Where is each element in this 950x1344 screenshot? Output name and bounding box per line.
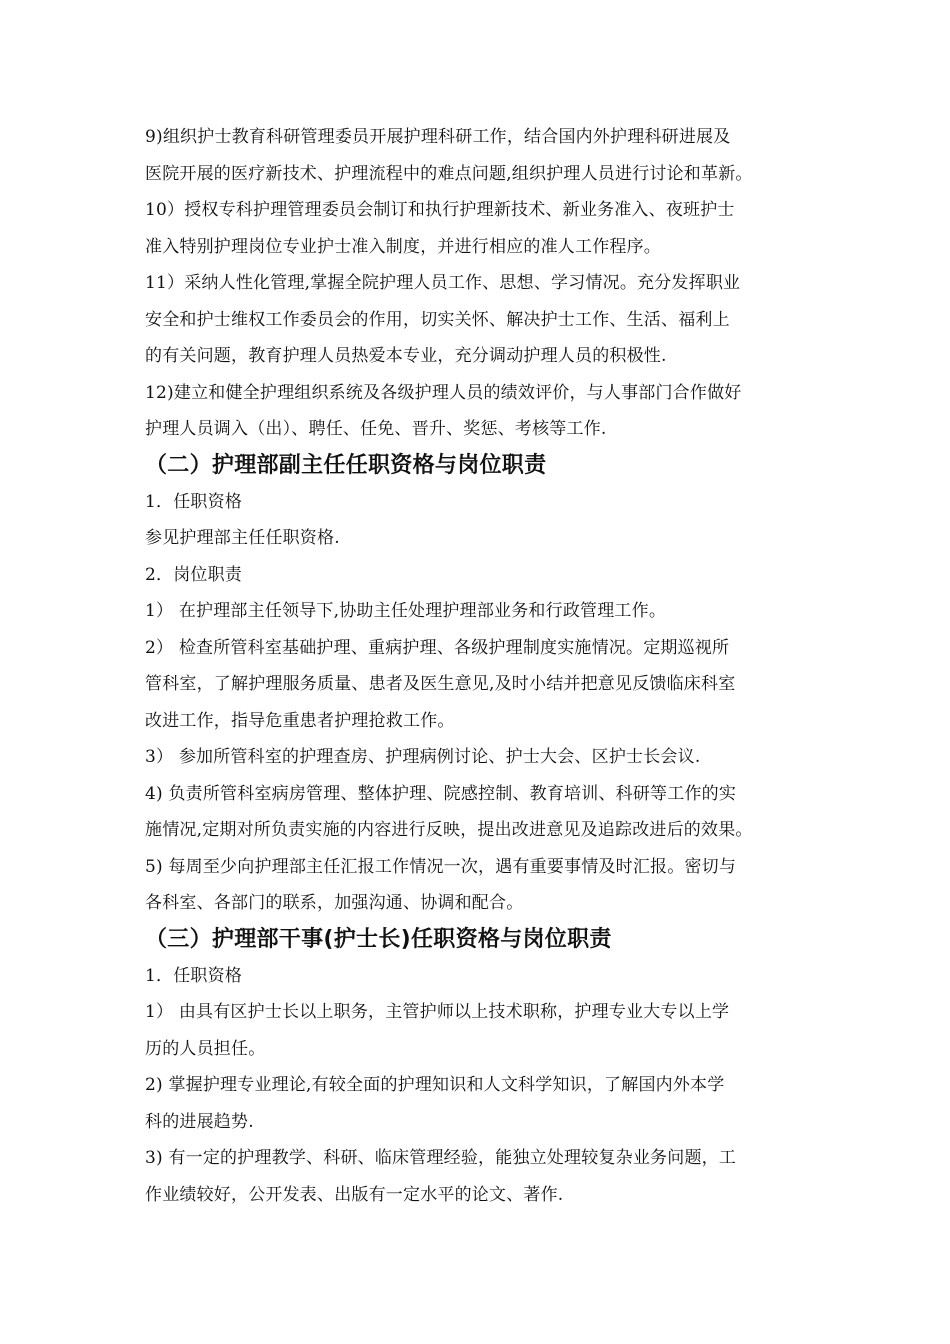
text-line: 的有关问题，教育护理人员热爱本专业，充分调动护理人员的积极性. <box>145 346 667 366</box>
text-line: 参见护理部主任任职资格. <box>145 528 340 548</box>
text-line: 1） 由具有区护士长以上职务，主管护师以上技术职称，护理专业大专以上学 <box>145 1002 730 1022</box>
text-line: 2．岗位职责 <box>145 564 243 585</box>
text-line: 准入特别护理岗位专业护士准入制度，并进行相应的准人工作程序。 <box>145 236 661 257</box>
paragraph <box>145 1140 825 1213</box>
text-line: 护理人员调入（出）、聘任、任免、晋升、奖惩、考核等工作. <box>145 419 607 439</box>
paragraph <box>145 776 825 849</box>
text-line: 1．任职资格 <box>145 965 243 986</box>
text-line: 1） 在护理部主任领导下,协助主任处理护理部业务和行政管理工作。 <box>145 601 667 621</box>
text-line: 12)建立和健全护理组织系统及各级护理人员的绩效评价，与人事部门合作做好 <box>145 382 742 403</box>
section-heading: （三）护理部干事(护士长)任职资格与岗位职责 <box>145 926 612 952</box>
paragraph <box>145 994 825 1067</box>
text-line: 科的进展趋势. <box>145 1111 254 1132</box>
paragraph <box>145 192 825 265</box>
paragraph <box>145 739 825 776</box>
paragraph <box>145 265 825 375</box>
text-line: 11）采纳人性化管理,掌握全院护理人员工作、思想、学习情况。充分发挥职业 <box>145 273 741 293</box>
paragraph <box>145 119 825 192</box>
paragraph <box>145 1067 825 1140</box>
text-line: 各科室、各部门的联系，加强沟通、协调和配合。 <box>145 893 524 913</box>
text-line: 4) 负责所管科室病房管理、整体护理、院感控制、教育培训、科研等工作的实 <box>145 783 737 804</box>
text-line: 10）授权专科护理管理委员会制订和执行护理新技术、新业务准入、夜班护士 <box>145 200 735 220</box>
section-heading: （二）护理部副主任任职资格与岗位职责 <box>145 452 547 478</box>
text-line: 安全和护士维权工作委员会的作用，切实关怀、解决护士工作、生活、福利上 <box>145 309 730 330</box>
text-line: 管科室，了解护理服务质量、患者及医生意见,及时小结并把意见反馈临床科室 <box>145 674 736 694</box>
paragraph <box>145 557 825 594</box>
text-line: 9)组织护士教育科研管理委员开展护理科研工作，结合国内外护理科研进展及 <box>145 127 731 147</box>
text-line: 5) 每周至少向护理部主任汇报工作情况一次，遇有重要事情及时汇报。密切与 <box>145 856 737 877</box>
paragraph <box>145 484 825 521</box>
paragraph <box>145 630 825 740</box>
text-line: 1．任职资格 <box>145 491 243 512</box>
text-line: 医院开展的医疗新技术、护理流程中的难点问题,组织护理人员进行讨论和革新。 <box>145 163 753 184</box>
document-body <box>145 119 825 1213</box>
text-line: 2) 掌握护理专业理论,有较全面的护理知识和人文科学知识，了解国内外本学 <box>145 1075 725 1095</box>
text-line: 历的人员担任。 <box>145 1038 266 1059</box>
paragraph <box>145 849 825 922</box>
paragraph <box>145 375 825 448</box>
text-line: 3) 有一定的护理教学、科研、临床管理经验，能独立处理较复杂业务问题，工 <box>145 1148 737 1168</box>
text-line: 改进工作，指导危重患者护理抢救工作。 <box>145 710 455 731</box>
text-line: 3） 参加所管科室的护理查房、护理病例讨论、护士大会、区护士长会议. <box>145 747 701 767</box>
paragraph <box>145 520 825 557</box>
paragraph <box>145 593 825 630</box>
text-line: 2） 检查所管科室基础护理、重病护理、各级护理制度实施情况。定期巡视所 <box>145 637 730 658</box>
text-line: 作业绩较好，公开发表、出版有一定水平的论文、著作. <box>145 1184 564 1205</box>
text-line: 施情况,定期对所负责实施的内容进行反映，提出改进意见及追踪改进后的效果。 <box>145 820 753 840</box>
paragraph <box>145 958 825 995</box>
